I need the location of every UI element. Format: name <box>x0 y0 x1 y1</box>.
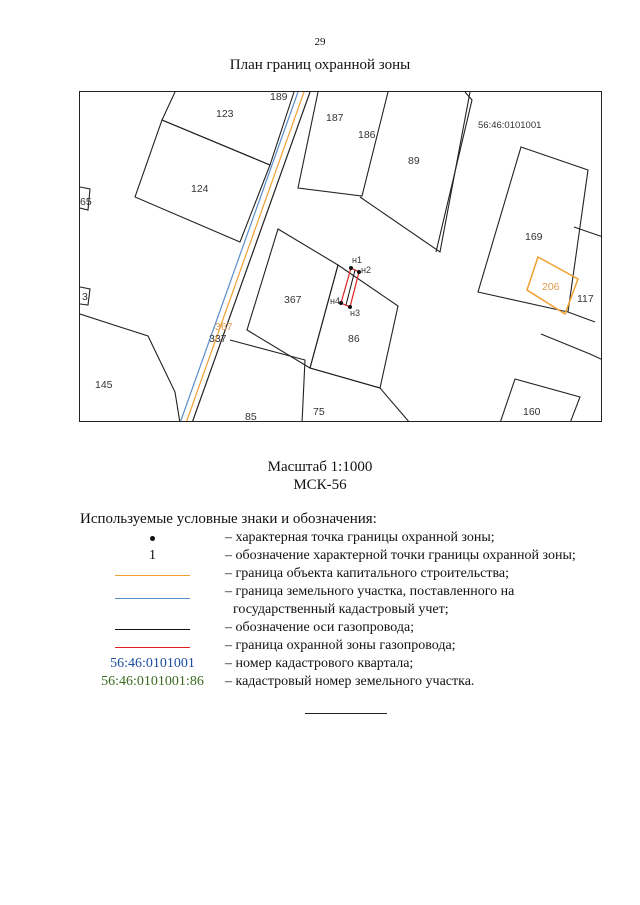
parcel-117-bottom <box>541 334 602 360</box>
blue-line-icon <box>115 598 190 599</box>
legend-row-zone <box>80 638 620 656</box>
parcel-169-outline <box>478 147 588 312</box>
legend-row-parcel <box>80 584 620 602</box>
parcel-label-145: 145 <box>95 379 113 391</box>
legend-point-symbol <box>80 530 225 548</box>
parcel-85-outline <box>230 340 305 422</box>
legend-row-cadnum <box>80 674 620 692</box>
parcel-label-206: 206 <box>542 281 560 293</box>
gas-pipe-axis <box>346 270 355 305</box>
parcel-label-124: 124 <box>191 183 209 195</box>
parcel-117-mid <box>568 312 595 322</box>
parcel-89-outline <box>360 92 470 252</box>
parcel-label-189: 189 <box>270 92 288 103</box>
legend-row-pipe-axis <box>80 620 620 638</box>
parcel-label-86: 86 <box>348 333 360 345</box>
legend-title: Используемые условные знаки и обозначения: <box>80 511 377 527</box>
legend-row-quarter <box>80 656 620 674</box>
parcel-label-65: 65 <box>80 196 92 208</box>
legend-quarter-symbol: 56:46:0101001 <box>110 656 195 671</box>
parcel-label-186: 186 <box>358 129 376 141</box>
parcel-label-187: 187 <box>326 112 344 124</box>
legend-desc: – граница объекта капитального строительства; <box>225 566 510 581</box>
point-label-n4: н4 <box>330 296 340 306</box>
parcel-label-160: 160 <box>523 406 541 418</box>
legend-desc: – обозначение оси газопровода; <box>225 620 415 635</box>
point-label-n2: н2 <box>361 265 371 275</box>
legend-desc: – граница земельного участка, поставленного на <box>225 584 515 599</box>
legend-desc: – граница охранной зоны газопровода; <box>225 638 456 653</box>
legend-cadnum-symbol: 56:46:0101001:86 <box>101 674 204 689</box>
legend-desc: – кадастровый номер земельного участка. <box>225 674 475 689</box>
parcel-label-367: 367 <box>284 294 302 306</box>
quarter-label: 56:46:0101001 <box>478 120 542 131</box>
parcel-label-89: 89 <box>408 155 420 167</box>
legend-row-parcel-cont <box>80 602 620 620</box>
parcel-label-337: 337 <box>209 333 227 345</box>
parcel-145-outline <box>80 314 180 422</box>
parcel-89-edge <box>436 92 472 252</box>
red-line-icon <box>115 647 190 648</box>
point-label-n1: н1 <box>352 255 362 265</box>
coordinate-system-text: МСК-56 <box>293 477 347 493</box>
parcel-label-367-road: 367 <box>215 321 233 333</box>
legend-row-building <box>80 566 620 584</box>
parcel-117-top <box>574 227 602 237</box>
legend-desc: – номер кадастрового квартала; <box>225 656 414 671</box>
black-line-icon <box>115 629 190 630</box>
zone-point-1 <box>349 266 353 270</box>
page-title: План границ охранной зоны <box>229 57 411 73</box>
parcel-label-117: 117 <box>577 293 594 305</box>
scale-text: Масштаб 1:1000 <box>267 459 373 475</box>
parcel-label-75: 75 <box>313 406 325 418</box>
legend-row-point-number <box>80 548 620 566</box>
parcel-124-outline <box>135 120 270 242</box>
point-label-n3: н3 <box>350 308 360 318</box>
orange-line-icon <box>115 575 190 576</box>
parcel-label-85: 85 <box>245 411 257 423</box>
legend-desc-continuation: государственный кадастровый учет; <box>233 602 449 617</box>
parcel-86-outline <box>310 265 398 388</box>
end-divider <box>305 713 387 714</box>
cadastral-map <box>79 91 602 422</box>
parcel-label-3: 3 <box>82 291 88 303</box>
parcel-label-169: 169 <box>525 231 543 243</box>
page-number: 29 <box>314 36 326 48</box>
legend-desc: – характерная точка границы охранной зоны; <box>225 530 495 545</box>
point-dot-icon <box>150 536 155 541</box>
scale-block <box>0 458 640 494</box>
legend-point-number-symbol: 1 <box>149 548 156 563</box>
map-drawing <box>80 92 602 422</box>
legend-row-point <box>80 530 620 548</box>
parcel-187-outline <box>298 92 388 196</box>
parcel-75-outline <box>310 368 410 422</box>
parcel-label-123: 123 <box>216 108 234 120</box>
legend-desc: – обозначение характерной точки границы охранной зоны; <box>225 548 576 563</box>
